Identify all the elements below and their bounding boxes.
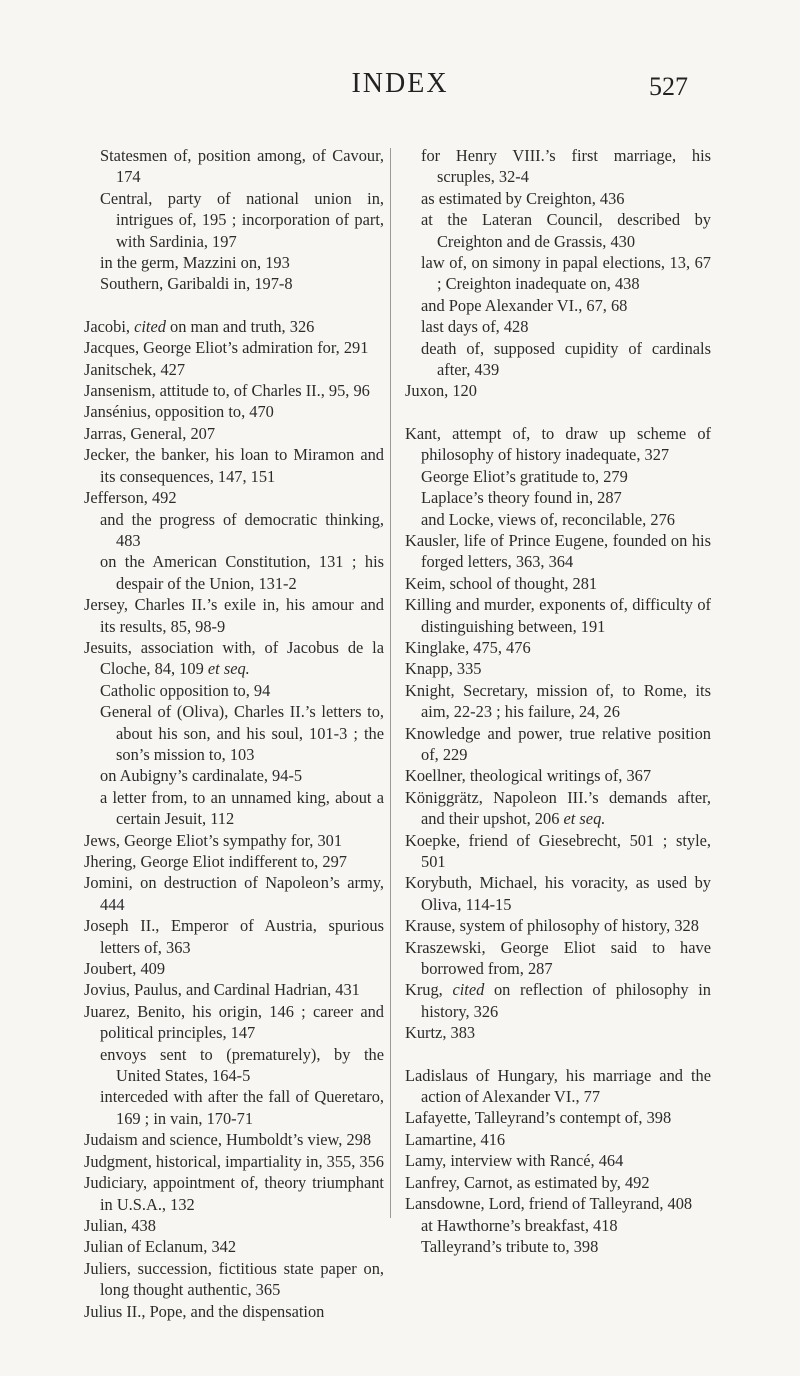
index-subentry: George Eliot’s gratitude to, 279	[421, 466, 628, 486]
index-entry: Julius II., Pope, and the dispensation	[84, 1301, 325, 1321]
index-subentry: as estimated by Creighton, 436	[421, 188, 625, 208]
index-subentry: on the American Constitution, 131 ; his despair of the Union, 131-2	[100, 552, 384, 593]
index-subentry: Catholic opposition to, 94	[100, 680, 271, 700]
index-entry: Lamartine, 416	[405, 1129, 506, 1149]
index-entry: Krug, cited on reflection of philosophy in history, 326	[405, 980, 711, 1021]
index-entry: Jarras, General, 207	[84, 423, 216, 443]
index-column-right	[405, 145, 711, 1257]
page-header	[0, 68, 800, 108]
column-divider	[390, 148, 391, 1218]
index-subentry: last days of, 428	[421, 317, 529, 337]
index-entry: Judgment, historical, impartiality in, 355, 356	[84, 1151, 385, 1171]
index-subentry: a letter from, to an unnamed king, about a certain Jesuit, 112	[100, 787, 384, 829]
index-subentry: interceded with after the fall of Queretaro, 169 ; in vain, 170-71	[100, 1087, 384, 1128]
index-entry: Knapp, 335	[405, 659, 482, 679]
index-entry: Lafayette, Talleyrand’s contempt of, 398	[405, 1108, 672, 1128]
index-entry: Jansénius, opposition to, 470	[84, 402, 274, 422]
index-entry: Juliers, succession, fictitious state paper on, long thought authentic, 365	[84, 1258, 384, 1300]
index-entry: Jersey, Charles II.’s exile in, his amour and its results, 85, 98-9	[84, 595, 384, 636]
index-entry: Königgrätz, Napoleon III.’s demands after, and their upshot, 206 et seq.	[405, 787, 711, 829]
index-entry: Judiciary, appointment of, theory triumphant in U.S.A., 132	[84, 1173, 384, 1214]
index-subentry: Statesmen of, position among, of Cavour, 174	[100, 146, 384, 187]
index-entry: Jomini, on destruction of Napoleon’s army, 444	[84, 873, 384, 914]
index-subentry: and Pope Alexander VI., 67, 68	[421, 295, 628, 315]
index-entry: Ladislaus of Hungary, his marriage and the action of Alexander VI., 77	[405, 1065, 711, 1107]
index-entry: Koellner, theological writings of, 367	[405, 766, 652, 786]
index-entry: Jesuits, association with, of Jacobus de la Cloche, 84, 109 et seq.	[84, 637, 384, 679]
index-entry: Krause, system of philosophy of history, 328	[405, 916, 699, 936]
index-entry: Julian of Eclanum, 342	[84, 1237, 237, 1257]
index-entry: Killing and murder, exponents of, difficulty of distinguishing between, 191	[405, 595, 711, 636]
index-subentry: envoys sent to (prematurely), by the United States, 164-5	[100, 1044, 384, 1086]
index-entry: Kausler, life of Prince Eugene, founded on his forged letters, 363, 364	[405, 530, 711, 572]
index-entry: Kinglake, 475, 476	[405, 637, 531, 657]
index-subentry: Talleyrand’s tribute to, 398	[421, 1236, 599, 1256]
running-title: INDEX	[351, 68, 449, 99]
index-subentry: Laplace’s theory found in, 287	[421, 488, 622, 508]
index-entry: Judaism and science, Humboldt’s view, 298	[84, 1130, 372, 1150]
index-entry: Kurtz, 383	[405, 1023, 476, 1043]
index-entry: Kraszewski, George Eliot said to have borrowed from, 287	[405, 937, 711, 979]
index-subentry: at Hawthorne’s breakfast, 418	[421, 1215, 618, 1235]
index-entry: Kant, attempt of, to draw up scheme of philosophy of history inadequate, 327	[405, 423, 711, 465]
index-entry: Janitschek, 427	[84, 359, 186, 379]
index-subentry: law of, on simony in papal elections, 13, 67 ; Creighton inadequate on, 438	[421, 253, 711, 294]
index-entry: Jews, George Eliot’s sympathy for, 301	[84, 830, 343, 850]
index-subentry: Southern, Garibaldi in, 197-8	[100, 274, 293, 294]
index-entry: Jacobi, cited on man and truth, 326	[84, 316, 315, 336]
index-entry: Jovius, Paulus, and Cardinal Hadrian, 431	[84, 980, 360, 1000]
index-subentry: at the Lateran Council, described by Creighton and de Grassis, 430	[421, 210, 711, 251]
index-subentry: General of (Oliva), Charles II.’s letters to, about his son, and his soul, 101-3 ; the son’s mission to, 103	[100, 702, 384, 764]
index-subentry: and Locke, views of, reconcilable, 276	[421, 509, 675, 529]
index-entry: Keim, school of thought, 281	[405, 573, 598, 593]
index-entry: Jhering, George Eliot indifferent to, 297	[84, 852, 347, 871]
index-entry: Julian, 438	[84, 1215, 156, 1235]
index-entry: Joubert, 409	[84, 959, 166, 979]
index-subentry: in the germ, Mazzini on, 193	[100, 253, 290, 273]
index-entry: Knowledge and power, true relative position of, 229	[405, 723, 711, 764]
index-subentry: death of, supposed cupidity of cardinals after, 439	[421, 338, 711, 380]
index-entry: Koepke, friend of Giesebrecht, 501 ; style, 501	[405, 830, 711, 871]
page-number: 527	[649, 72, 688, 101]
index-subentry: on Aubigny’s cardinalate, 94-5	[100, 766, 303, 786]
index-entry: Jacques, George Eliot’s admiration for, 291	[84, 338, 369, 358]
index-entry: Jecker, the banker, his loan to Miramon and its consequences, 147, 151	[84, 445, 384, 486]
index-entry: Korybuth, Michael, his voracity, as used by Oliva, 114-15	[405, 873, 711, 914]
index-entry: Jefferson, 492	[84, 488, 177, 508]
index-entry: Jansenism, attitude to, of Charles II., 95, 96	[84, 381, 370, 401]
index-subentry: for Henry VIII.’s first marriage, his scruples, 32-4	[421, 146, 711, 187]
index-subentry: Central, party of national union in, intrigues of, 195 ; incorporation of part, with Sardinia, 197	[100, 188, 384, 251]
index-entry: Juarez, Benito, his origin, 146 ; career and political principles, 147	[84, 1001, 384, 1043]
index-entry: Joseph II., Emperor of Austria, spurious letters of, 363	[84, 916, 384, 957]
index-entry: Knight, Secretary, mission of, to Rome, its aim, 22-23 ; his failure, 24, 26	[405, 680, 711, 722]
index-column-left	[84, 145, 384, 1322]
index-subentry: and the progress of democratic thinking, 483	[100, 509, 384, 550]
index-entry: Juxon, 120	[405, 381, 477, 401]
index-entry: Lansdowne, Lord, friend of Talleyrand, 408	[405, 1194, 693, 1214]
index-entry: Lanfrey, Carnot, as estimated by, 492	[405, 1172, 650, 1192]
index-entry: Lamy, interview with Rancé, 464	[405, 1151, 624, 1171]
